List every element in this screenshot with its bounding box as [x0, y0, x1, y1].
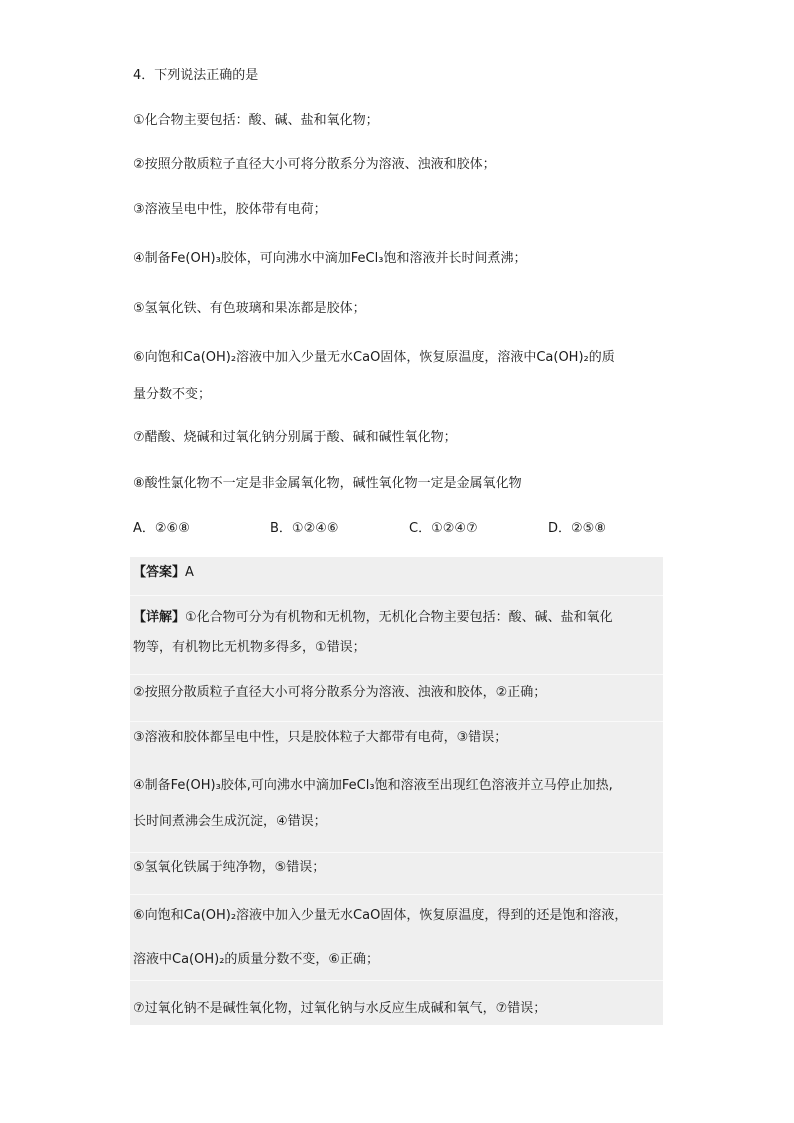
analysis-line-7: ⑤氢氧化铁属于纯净物，⑤错误； — [133, 860, 326, 875]
analysis-line-1 — [133, 608, 613, 628]
statement-5: ⑤氢氧化铁、有色玻璃和果冻都是胶体； — [133, 301, 366, 316]
answer-line — [133, 563, 194, 583]
analysis-line-9: 溶液中Ca(OH)₂的质量分数不变，⑥正确； — [133, 952, 380, 967]
analysis-first-line: ①化合物可分为有机物和无机物，无机化合物主要包括：酸、碱、盐和氧化 — [185, 610, 613, 625]
option-b[interactable]: B．①②④⑥ — [270, 521, 339, 536]
analysis-line-6: 长时间煮沸会生成沉淀，④错误； — [133, 814, 327, 829]
option-d[interactable]: D．②⑤⑧ — [548, 521, 606, 536]
analysis-line-8: ⑥向饱和Ca(OH)₂溶液中加入少量无水CaO固体，恢复原温度，得到的还是饱和溶液， — [133, 908, 628, 923]
analysis-line-4: ③溶液和胶体都呈电中性，只是胶体粒子大都带有电荷，③错误； — [133, 730, 508, 745]
analysis-label: 【详解】 — [133, 610, 186, 625]
statement-4: ④制备Fe(OH)₃胶体，可向沸水中滴加FeCl₃饱和溶液并长时间煮沸； — [133, 251, 527, 266]
analysis-line-10: ⑦过氧化钠不是碱性氧化物，过氧化钠与水反应生成碱和氧气，⑦错误； — [133, 1001, 547, 1016]
option-a[interactable]: A．②⑥⑧ — [133, 521, 190, 536]
answer-label: 【答案】 — [133, 565, 186, 580]
statement-2: ②按照分散质粒子直径大小可将分散系分为溶液、浊液和胶体； — [133, 157, 496, 172]
answer-value: A — [185, 565, 194, 580]
statement-7: ⑦醋酸、烧碱和过氧化钠分别属于酸、碱和碱性氧化物； — [133, 430, 457, 445]
analysis-line-3: ②按照分散质粒子直径大小可将分散系分为溶液、浊液和胶体，②正确； — [133, 685, 547, 700]
statement-6: ⑥向饱和Ca(OH)₂溶液中加入少量无水CaO固体，恢复原温度，溶液中Ca(OH)₂的质 — [133, 350, 615, 365]
question-title: 4．下列说法正确的是 — [133, 68, 259, 83]
analysis-line-5: ④制备Fe(OH)₃胶体,可向沸水中滴加FeCl₃饱和溶液至出现红色溶液并立马停止加热, — [133, 778, 613, 793]
statement-8: ⑧酸性氯化物不一定是非金属氧化物，碱性氧化物一定是金属氧化物 — [133, 476, 522, 491]
statement-6-cont: 量分数不变； — [133, 387, 212, 402]
statement-1: ①化合物主要包括：酸、碱、盐和氧化物； — [133, 113, 379, 128]
statement-3: ③溶液呈电中性，胶体带有电荷； — [133, 202, 327, 217]
analysis-line-2: 物等，有机物比无机物多得多，①错误； — [133, 640, 366, 655]
option-c[interactable]: C．①②④⑦ — [409, 521, 478, 536]
